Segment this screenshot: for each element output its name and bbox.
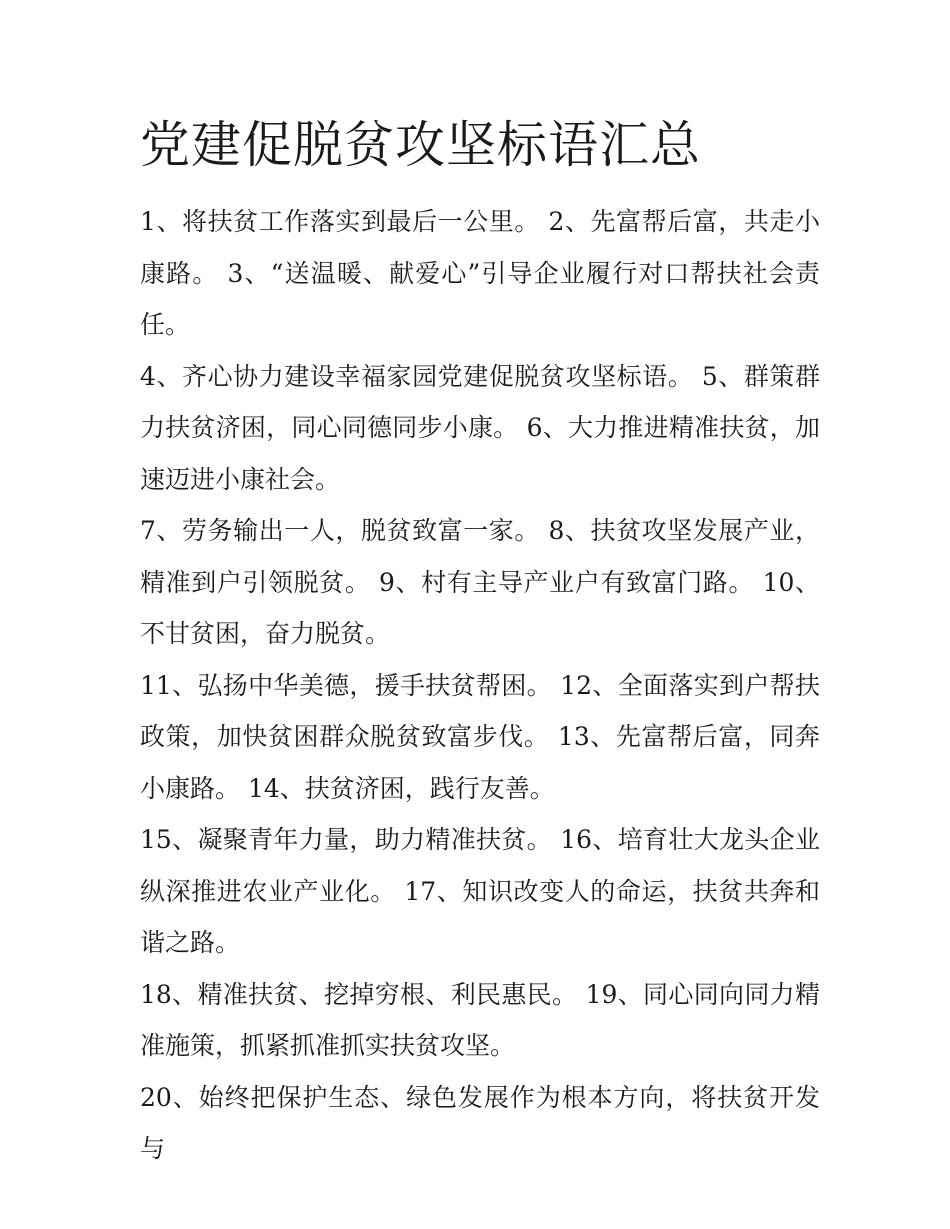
slogan-list: [140, 196, 820, 1175]
slogan-paragraph-2: 4、齐心协力建设幸福家园党建促脱贫攻坚标语。 5、群策群力扶贫济困，同心同德同步小康。 6、大力推进精准扶贫，加速迈进小康社会。: [140, 361, 820, 494]
slogan-paragraph-7: 20、始终把保护生态、绿色发展作为根本方向，将扶贫开发与: [140, 1082, 820, 1163]
document-title: 党建促脱贫攻坚标语汇总: [140, 116, 701, 174]
slogan-paragraph-5: 15、凝聚青年力量，助力精准扶贫。 16、培育壮大龙头企业纵深推进农业产业化。 17、知识改变人的命运，扶贫共奔和谐之路。: [140, 825, 820, 957]
slogan-paragraph-4: 11、弘扬中华美德，援手扶贫帮困。 12、全面落实到户帮扶政策，加快贫困群众脱贫致富步伐。 13、先富帮后富，同奔小康路。 14、扶贫济困，践行友善。: [140, 670, 820, 803]
slogan-paragraph-1: 1、将扶贫工作落实到最后一公里。 2、先富帮后富，共走小康路。 3、“送温暖、献爱心”引导企业履行对口帮扶社会责任。: [140, 207, 820, 339]
slogan-paragraph-3: 7、劳务输出一人，脱贫致富一家。 8、扶贫攻坚发展产业，精准到户引领脱贫。 9、村有主导产业户有致富门路。 10、不甘贫困，奋力脱贫。: [140, 516, 820, 648]
slogan-paragraph-6: 18、精准扶贫、挖掉穷根、利民惠民。 19、同心同向同力精准施策，抓紧抓准抓实扶贫攻坚。: [140, 979, 820, 1060]
